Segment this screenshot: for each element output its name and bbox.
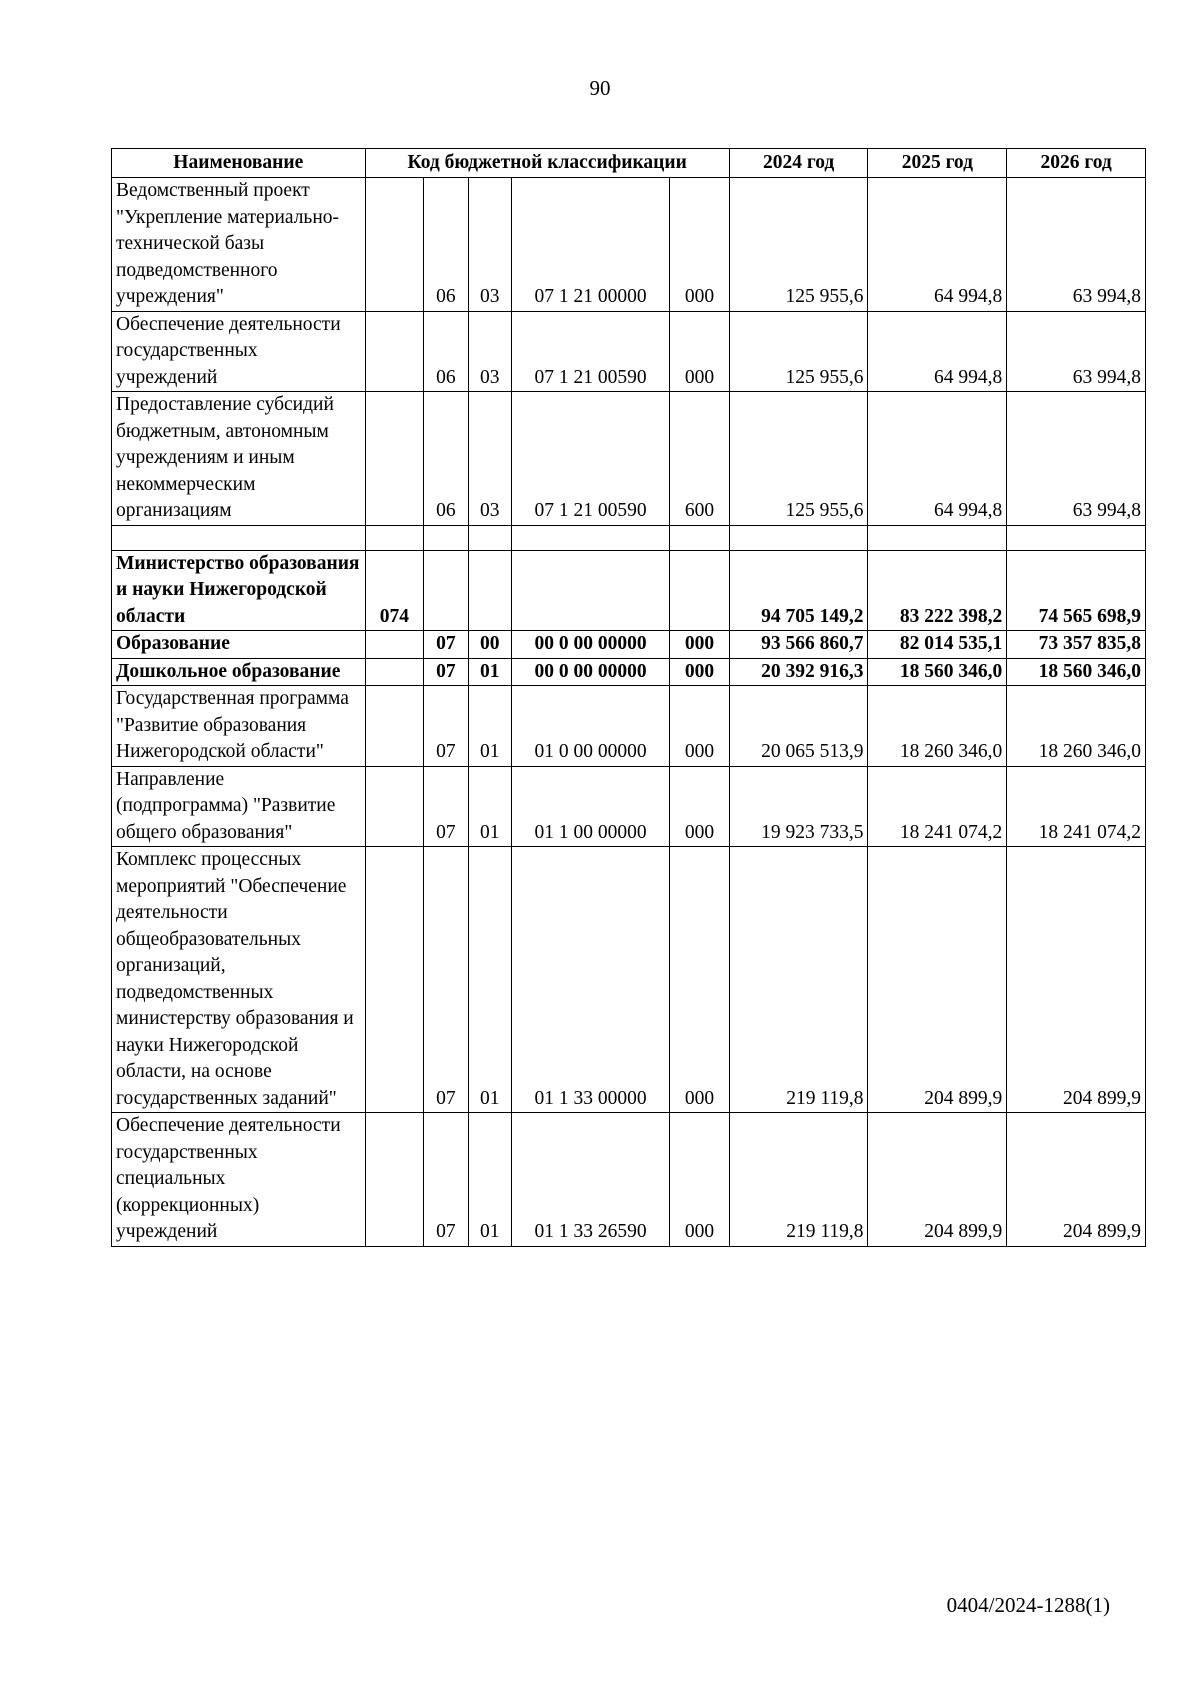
row-vr: 000 <box>670 847 730 1113</box>
row-name: Ведомственный проект "Укрепление материально-технической базы подведомственного учреждения" <box>112 178 366 312</box>
row-2026: 18 560 346,0 <box>1007 658 1146 686</box>
row-2026: 63 994,8 <box>1007 392 1146 526</box>
table-row <box>112 178 1146 312</box>
row-name: Предоставление субсидий бюджетным, автономным учреждениям и иным некоммерческим организациям <box>112 392 366 526</box>
row-csr: 01 0 00 00000 <box>511 686 669 767</box>
row-2026: 74 565 698,9 <box>1007 550 1146 631</box>
row-vr: 000 <box>670 631 730 659</box>
row-rz: 06 <box>424 392 468 526</box>
row-2025: 204 899,9 <box>868 847 1007 1113</box>
budget-table <box>111 148 1146 1247</box>
row-vedom <box>365 766 424 847</box>
row-pr: 03 <box>468 311 511 392</box>
row-2024: 125 955,6 <box>729 311 868 392</box>
row-2025: 18 260 346,0 <box>868 686 1007 767</box>
row-2025: 18 241 074,2 <box>868 766 1007 847</box>
row-csr: 00 0 00 00000 <box>511 658 669 686</box>
row-name: Комплекс процессных мероприятий "Обеспечение деятельности общеобразовательных организаций, подведомственных министерству образования и науки Нижегородской области, на основе государственных заданий" <box>112 847 366 1113</box>
row-2024: 125 955,6 <box>729 178 868 312</box>
header-2024: 2024 год <box>729 149 868 178</box>
row-vedom <box>365 1113 424 1247</box>
row-csr: 01 1 33 00000 <box>511 847 669 1113</box>
row-vedom <box>365 392 424 526</box>
row-vr: 600 <box>670 392 730 526</box>
row-rz: 06 <box>424 178 468 312</box>
row-2024: 93 566 860,7 <box>729 631 868 659</box>
row-csr: 07 1 21 00590 <box>511 392 669 526</box>
table-row <box>112 658 1146 686</box>
row-rz: 07 <box>424 631 468 659</box>
row-rz: 07 <box>424 766 468 847</box>
row-2026: 63 994,8 <box>1007 311 1146 392</box>
table-row <box>112 766 1146 847</box>
row-name: Обеспечение деятельности государственных учреждений <box>112 311 366 392</box>
header-code: Код бюджетной классификации <box>365 149 729 178</box>
row-2024: 19 923 733,5 <box>729 766 868 847</box>
row-name: Государственная программа "Развитие образования Нижегородской области" <box>112 686 366 767</box>
row-rz: 07 <box>424 658 468 686</box>
spacer-row <box>112 525 1146 550</box>
row-csr: 07 1 21 00000 <box>511 178 669 312</box>
row-csr: 00 0 00 00000 <box>511 631 669 659</box>
table-header-row <box>112 149 1146 178</box>
row-vedom <box>365 631 424 659</box>
row-vedom <box>365 658 424 686</box>
row-2025: 83 222 398,2 <box>868 550 1007 631</box>
row-csr: 01 1 00 00000 <box>511 766 669 847</box>
row-2026: 204 899,9 <box>1007 847 1146 1113</box>
row-vedom <box>365 686 424 767</box>
row-pr: 00 <box>468 631 511 659</box>
row-vedom <box>365 847 424 1113</box>
row-rz: 06 <box>424 311 468 392</box>
row-2025: 64 994,8 <box>868 311 1007 392</box>
row-2024: 219 119,8 <box>729 847 868 1113</box>
row-2024: 20 065 513,9 <box>729 686 868 767</box>
row-name: Министерство образования и науки Нижегородской области <box>112 550 366 631</box>
row-pr: 03 <box>468 392 511 526</box>
row-vr: 000 <box>670 1113 730 1247</box>
row-2025: 64 994,8 <box>868 392 1007 526</box>
row-vr: 000 <box>670 658 730 686</box>
row-2026: 18 260 346,0 <box>1007 686 1146 767</box>
table-row <box>112 392 1146 526</box>
table-row <box>112 847 1146 1113</box>
row-2025: 204 899,9 <box>868 1113 1007 1247</box>
row-name: Дошкольное образование <box>112 658 366 686</box>
row-pr: 01 <box>468 686 511 767</box>
row-2024: 20 392 916,3 <box>729 658 868 686</box>
row-vr: 000 <box>670 766 730 847</box>
row-rz: 07 <box>424 847 468 1113</box>
row-2026: 73 357 835,8 <box>1007 631 1146 659</box>
header-name: Наименование <box>112 149 366 178</box>
row-2025: 18 560 346,0 <box>868 658 1007 686</box>
row-vr: 000 <box>670 311 730 392</box>
row-2025: 64 994,8 <box>868 178 1007 312</box>
table-row <box>112 631 1146 659</box>
row-2026: 204 899,9 <box>1007 1113 1146 1247</box>
row-2026: 18 241 074,2 <box>1007 766 1146 847</box>
row-vedom: 074 <box>365 550 424 631</box>
row-name: Обеспечение деятельности государственных специальных (коррекционных) учреждений <box>112 1113 366 1247</box>
row-vedom <box>365 311 424 392</box>
row-name: Образование <box>112 631 366 659</box>
row-csr <box>511 550 669 631</box>
row-2024: 125 955,6 <box>729 392 868 526</box>
document-code: 0404/2024-1288(1) <box>946 1593 1110 1617</box>
table-row <box>112 686 1146 767</box>
row-vedom <box>365 178 424 312</box>
table-row <box>112 1113 1146 1247</box>
header-2026: 2026 год <box>1007 149 1146 178</box>
row-vr <box>670 550 730 631</box>
row-2025: 82 014 535,1 <box>868 631 1007 659</box>
row-name: Направление (подпрограмма) "Развитие общего образования" <box>112 766 366 847</box>
row-vr: 000 <box>670 178 730 312</box>
row-2026: 63 994,8 <box>1007 178 1146 312</box>
row-pr: 01 <box>468 1113 511 1247</box>
row-vr: 000 <box>670 686 730 767</box>
row-csr: 01 1 33 26590 <box>511 1113 669 1247</box>
table-row <box>112 550 1146 631</box>
table-row <box>112 311 1146 392</box>
row-csr: 07 1 21 00590 <box>511 311 669 392</box>
row-pr: 03 <box>468 178 511 312</box>
row-pr <box>468 550 511 631</box>
row-2024: 219 119,8 <box>729 1113 868 1247</box>
row-pr: 01 <box>468 658 511 686</box>
row-pr: 01 <box>468 766 511 847</box>
row-2024: 94 705 149,2 <box>729 550 868 631</box>
header-2025: 2025 год <box>868 149 1007 178</box>
row-rz: 07 <box>424 686 468 767</box>
row-pr: 01 <box>468 847 511 1113</box>
page-number: 90 <box>589 76 611 100</box>
row-rz: 07 <box>424 1113 468 1247</box>
row-rz <box>424 550 468 631</box>
